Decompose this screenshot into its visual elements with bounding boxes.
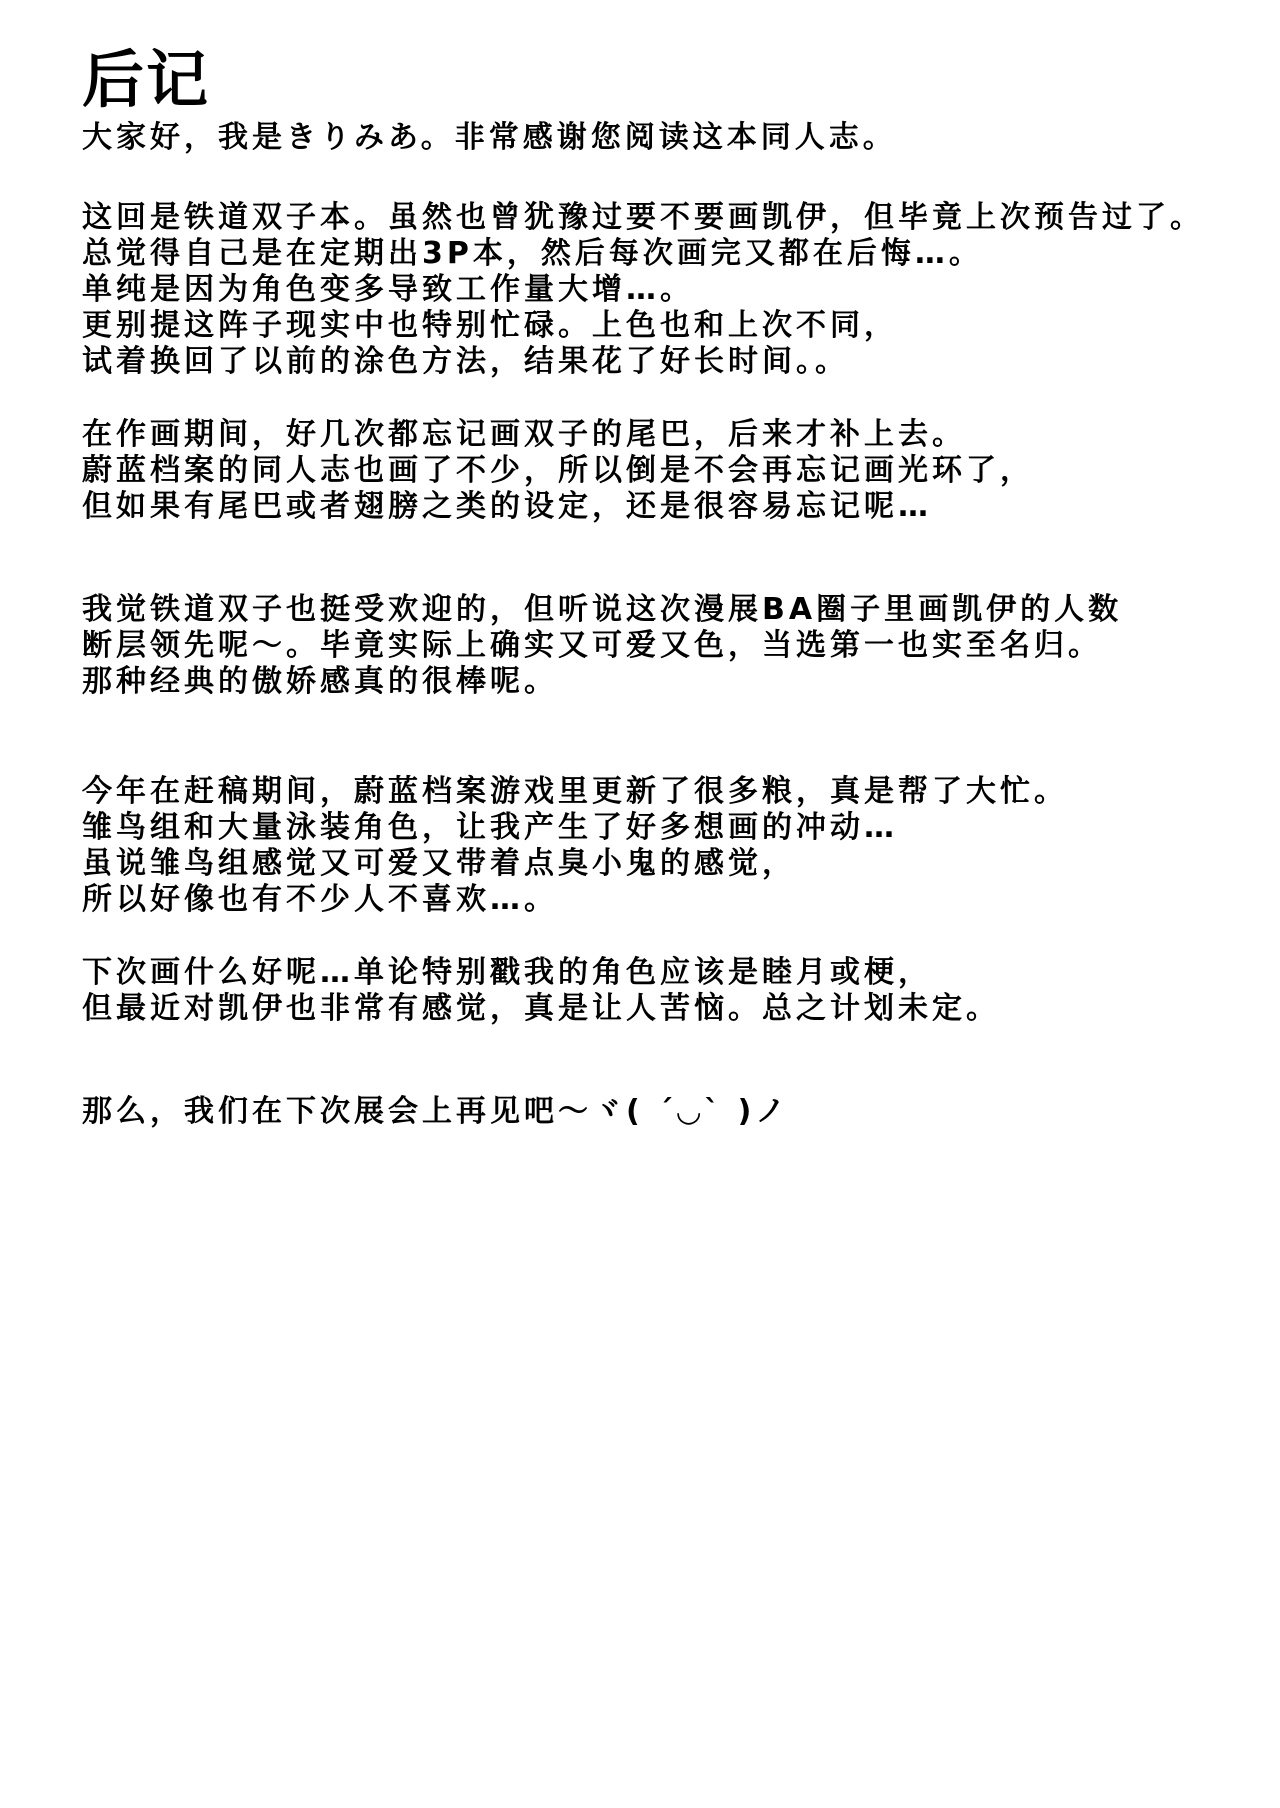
- paragraph-5-line-4: 所以好像也有不少人不喜欢…。: [82, 882, 558, 917]
- paragraph-4-line-3: 那种经典的傲娇感真的很棒呢。: [82, 664, 558, 699]
- paragraph-3-line-3: 但如果有尾巴或者翅膀之类的设定，还是很容易忘记呢…: [82, 489, 932, 524]
- paragraph-2-line-3: 单纯是因为角色变多导致工作量大增…。: [82, 272, 694, 307]
- paragraph-2-line-4: 更别提这阵子现实中也特别忙碌。上色也和上次不同，: [82, 308, 898, 343]
- paragraph-2-line-1: 这回是铁道双子本。虽然也曾犹豫过要不要画凯伊，但毕竟上次预告过了。: [82, 200, 1204, 235]
- closing-line: 那么，我们在下次展会上再见吧～ヾ( ´◡` )ノ: [82, 1094, 790, 1129]
- paragraph-6-line-1: 下次画什么好呢…单论特别戳我的角色应该是睦月或梗，: [82, 955, 932, 990]
- paragraph-5-line-3: 虽说雏鸟组感觉又可爱又带着点臭小鬼的感觉，: [82, 846, 796, 881]
- paragraph-5-line-2: 雏鸟组和大量泳装角色，让我产生了好多想画的冲动…: [82, 810, 898, 845]
- paragraph-5-line-1: 今年在赶稿期间，蔚蓝档案游戏里更新了很多粮，真是帮了大忙。: [82, 774, 1068, 809]
- paragraph-4-line-2: 断层领先呢～。毕竟实际上确实又可爱又色，当选第一也实至名归。: [82, 628, 1102, 663]
- greeting-line: 大家好，我是きりみあ。非常感谢您阅读这本同人志。: [82, 120, 897, 155]
- paragraph-6-line-2: 但最近对凯伊也非常有感觉，真是让人苦恼。总之计划未定。: [82, 991, 1000, 1026]
- paragraph-2-line-2: 总觉得自己是在定期出3P本，然后每次画完又都在后悔…。: [82, 236, 983, 271]
- paragraph-4-line-1: 我觉铁道双子也挺受欢迎的，但听说这次漫展BA圈子里画凯伊的人数: [82, 592, 1123, 627]
- paragraph-3-line-1: 在作画期间，好几次都忘记画双子的尾巴，后来才补上去。: [82, 417, 966, 452]
- paragraph-2-line-5: 试着换回了以前的涂色方法，结果花了好长时间。。: [82, 344, 849, 379]
- page-title: 后记: [82, 43, 211, 116]
- paragraph-3-line-2: 蔚蓝档案的同人志也画了不少，所以倒是不会再忘记画光环了，: [82, 453, 1034, 488]
